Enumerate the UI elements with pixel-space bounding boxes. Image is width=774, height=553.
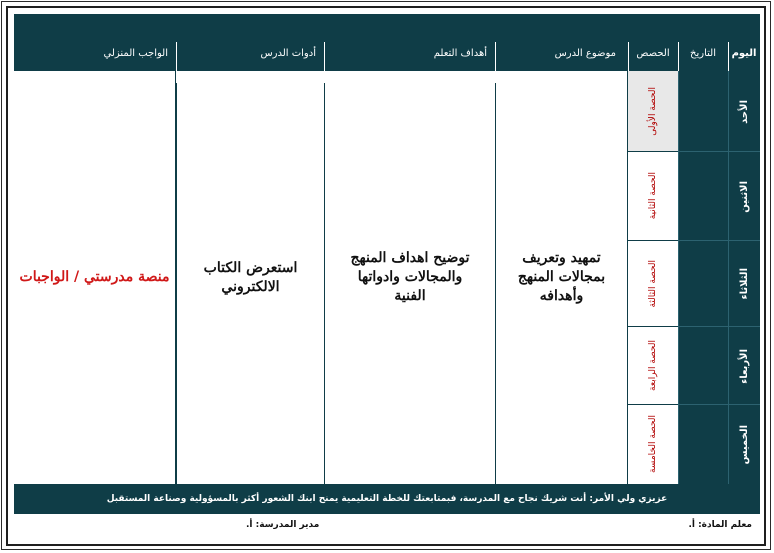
day-thursday (728, 405, 760, 484)
period-label: الحصة الثانية (648, 172, 658, 220)
period-label: الحصة الخامسة (648, 415, 658, 474)
row-separator (678, 404, 760, 405)
day-label: الأربعاء (738, 348, 750, 384)
day-sunday (728, 71, 760, 152)
day-tuesday (728, 241, 760, 327)
period-5 (628, 405, 678, 484)
header-periods: الحصص (636, 48, 670, 59)
header-tools: أدوات الدرس (260, 48, 316, 59)
day-wednesday (728, 327, 760, 405)
period-3 (628, 241, 678, 327)
period-label: الحصة الثالثة (648, 259, 658, 308)
day-label: الاثنين (738, 180, 750, 213)
signature-bar (14, 514, 760, 539)
homework (14, 71, 175, 484)
top-band (14, 14, 760, 42)
period-label: الحصة الرابعة (648, 340, 658, 391)
header-topic: موضوع الدرس (554, 48, 616, 59)
lesson-tools (177, 71, 324, 484)
period-label: الحصة الأولى (648, 86, 658, 136)
day-monday (728, 152, 760, 241)
learning-objectives-text: توضيح اهداف المنهج والمجالات وادواتها الفنية (350, 250, 470, 304)
lesson-topic (496, 71, 627, 484)
row-separator (678, 240, 760, 241)
teacher-signature: معلم المادة: أ. (688, 520, 752, 530)
learning-objectives (325, 71, 495, 484)
parent-note-text: عزيزي ولي الأمر: أنت شريك نجاح مع المدرسة، فبمتابعتك للخطة التعليمية يمنح ابنك الشعور أكثر بالمسؤولية وصناعة المستقبل (106, 494, 668, 504)
parent-note (14, 484, 760, 514)
row-separator (678, 326, 760, 327)
header-objectives: أهداف التعلم (433, 48, 487, 59)
homework-text: منصة مدرستي / الواجبات (19, 269, 170, 285)
lesson-tools-text: استعرض الكتاب الالكتروني (203, 259, 298, 295)
weekly-plan-sheet (14, 14, 760, 539)
header-date: التاريخ (690, 48, 716, 59)
date-divider (678, 71, 679, 484)
date-column (678, 71, 728, 484)
header-day: اليوم (731, 48, 757, 59)
period-1 (628, 71, 678, 152)
row-separator (678, 151, 760, 152)
period-4 (628, 327, 678, 405)
principal-signature: مدير المدرسة: أ. (246, 520, 320, 530)
header-homework: الواجب المنزلي (103, 48, 168, 59)
day-label: الأحد (738, 99, 750, 124)
lesson-topic-text: تمهيد وتعريف بمجالات المنهج وأهدافه (517, 250, 606, 304)
day-label: الثلاثاء (738, 268, 750, 300)
period-2 (628, 152, 678, 241)
day-label: الخميس (738, 424, 750, 465)
